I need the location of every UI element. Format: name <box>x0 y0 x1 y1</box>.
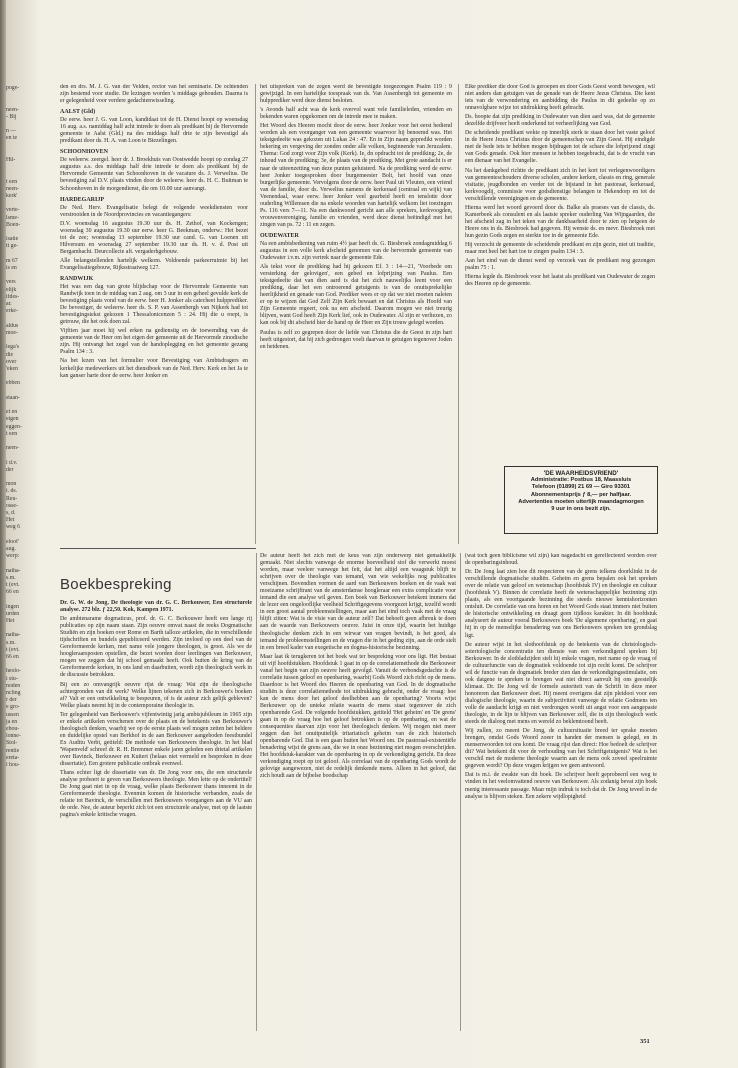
margin-fragment <box>6 452 46 459</box>
section-text-hardegarijp-dates: D.V. woensdag 16 augustus 19.30 uur ds. H. Zethof, van Kockengen; woensdag 30 augustus 19.30 uur eerw. heer G. Beekman, onderw.: Het bezet tot de zee; woensdag 13 september 19.30 uur cand. G. van Loenen uit Hilversum en woensdag 27 september 19.30 uur ds. H. v. d. Post uit Bergambacht. Deurcollecte aft. vergaderhgebouw. <box>60 220 248 255</box>
margin-fragment <box>6 272 46 279</box>
margin-fragment <box>6 596 46 603</box>
paragraph: Wij zullen, zo meent De Jong, de cultuursituatie breed ter sprake moeten brengen, omdat Gods Woord zoeer in handen der mensen is gelegd, en in mensenwoorden tot ons komt. De vraag rijst dan direct: Hoe bedoelt de schrijver dit? Wat betekent dit voor de verhouding van het Schriftgetuigenis? Wat is het verschil met de moderne theologie waarin aan de mens ook zoveel speelruimte gegeven wordt? Op deze vragen krijgen we geen antwoord. <box>465 728 657 770</box>
review-column-2 <box>260 553 456 1031</box>
margin-fragment: aug. <box>6 546 16 552</box>
section-text-schoonhoven: De weleerw. zeergel. heer dr. J. Broekhuis van Oostwedde hoopt op zondag 27 augustus a.s. des middags half drie intrede te doen als predikant bij de Hervormde Gemeente van Schoonhoven in de vacature ds. J. Verwelius. De bevestiging zal D.V. plaats vinden door de weleerw. heer ds. H. C. Buitman te Schoonhoven in de morgendienst, die om 10.00 uur aanvangt. <box>60 157 248 192</box>
margin-fragment: 66 en <box>6 654 19 661</box>
margin-fragment: noden <box>6 682 21 689</box>
margin-fragment: 'eken <box>6 365 18 372</box>
intro-paragraph: den en drs. M. J. G. van der Velden, rector van het seminarie. De ochtenden zijn bestemd voor studie. De lezingen worden 's middags gehouden. Daarna is er gelegenheid voor verdere gedachtenwisseling. <box>60 84 248 105</box>
margin-fragment: t. ds. <box>6 488 18 495</box>
margin-fragment <box>6 388 46 395</box>
margin-fragment <box>6 251 46 258</box>
margin-fragment <box>6 92 46 99</box>
margin-fragment <box>6 402 46 409</box>
margin-fragment <box>6 164 46 171</box>
paragraph: Bij een zo omvangrijk oeuvre rijst de vraag: Wat zijn de theologische achtergronden van dit werk? Welke lijnen tekenen zich in Berkouwer's boeken af? Valt er een ontwikkeling te bespeuren, of is de auteur zich gelijk gebleven? Welke plaats neemt hij in de contemporaine theologie in. <box>60 681 252 709</box>
paragraph: Aan het eind van de dienst werd op verzoek van de predikant nog gezongen psalm 75 : 1. <box>465 258 655 272</box>
margin-fragment: heolo- <box>6 668 21 675</box>
margin-fragment: t (evt. <box>6 646 20 653</box>
margin-fragment: natha- <box>6 567 21 574</box>
review-column-3 <box>465 553 657 1031</box>
margin-fragment: s, d. <box>6 509 16 516</box>
paragraph: De auteur wijst in het slothoofdstuk op de betekenis van de christologisch-soteriologische concentratie ten dienste van een verkondigend spreken bij Berkouwer. In de slotbladzijden stelt hij enkele vragen, met name op de vraag of de cultuurfunctie van de dogmatiek voldoende tot zijn recht komt. De schrijver wil de functie van de dogmatiek breder zien dan de verkondigingsstimulatie, om ook datgene te spreken te brengen wat niet direct aanvult bij ons geestelijk klimaat. Dr. De Jong wil de formele autoriteit van de Schrift in deze meer honoreren dan Berkouwer doet. Hij meent overigens dat zijn pleidooi voor een dialogische theologie, waarin de subjectiviteit vanwege de relatie Godmens ten volle de aandacht krijgt en niet verdrongen wordt uit angst voor een aangepaste theologie, in de lijn te blijven van Berkouwer zelf, die in zijn theologisch werk steeds de dialoog met mens en wereld zo beklemtoond heeft. <box>465 641 657 726</box>
margin-fragment: osse- <box>6 502 18 509</box>
margin-fragment: ebou- <box>6 726 20 733</box>
margin-fragment: ifdes- <box>6 293 20 300</box>
paragraph: Hierna legde ds. Biesbroek voor het laatst als predikant van Oudewater de zegen des Heeren op de gemeente. <box>465 274 655 288</box>
margin-fragment: ussen <box>6 711 19 718</box>
section-text-hardegarijp-welcome: Alle belangstellenden hartelijk welkom. Voldoende parkeerruimte bij het Evangelisatiegebouw, Rijksstraatweg 127. <box>60 257 248 271</box>
margin-fragment <box>6 661 46 668</box>
paragraph: Hierna werd het woord gevoerd door ds. Balke als praeses van de classis, ds. Kamerbeek als consulent en als laatste spreker ouderling Van Wijngaarden, die het afscheid zag in het teken van de dankbaarheid door te zien op hetgeen de Heere ons in ds. Biesbroek had gegeven. Hij wenste ds. en mevr. Biesbroek met hun gezin Gods zegen en sterkte toe in de gemeente Ede. <box>465 204 655 239</box>
margin-fragment <box>6 143 46 150</box>
paragraph: (wat toch geen biblicisme wil zijn) kan nagedacht en gereflecteerd worden over de openbaringsinhoud. <box>465 553 657 567</box>
margin-fragment: neen- <box>6 445 19 452</box>
margin-fragment: l d.v. <box>6 459 18 466</box>
margin-fragment: werp: <box>6 553 20 560</box>
margin-fragment: lonne- <box>6 733 21 740</box>
margin-fragment: r der <box>6 697 17 704</box>
review-column-1 <box>60 600 252 1040</box>
margin-fragment <box>6 337 46 344</box>
paragraph: Elke prediker die door God is geroepen en door Gods Geest wordt bewogen, wil niet anders dan getuigen van de genade van de Heere Jezus Christus. Die kent iets van de verwondering en aanbidding die Paulus in dit gedeelte op zo onnavolgbare wijze tot uitdrukking heeft gebracht. <box>465 84 655 112</box>
margin-fragment: aldus <box>6 322 19 329</box>
margin-fragment: Stol- <box>6 740 18 747</box>
margin-fragment: s.m. <box>6 574 16 581</box>
section-heading-randwijk: RANDWIJK <box>60 275 94 282</box>
margin-fragment <box>6 200 46 207</box>
margin-fragment <box>6 229 46 236</box>
paragraph: De scheidende predikant wekte op innerlijk sterk te staan door het vaste geloof in de Heere Jezus Christus door de gemeenschap van Zijn Geest. Hij eindigde met de bede iets te hebben mogen bijdragen tot de schare die lofprijzend zingt van Gods genade. Ook hier mensen te hebben toegebracht, dat is de vrucht van een dienaar van het Evangelie. <box>465 130 655 165</box>
ad-line: Abonnementsprijs ƒ 8,— per halfjaar. <box>530 491 632 498</box>
paragraph: Dat is m.i. de zwakte van dit boek. De schrijver heeft geprobeerd een weg te vinden in het veelomvattend oeuvre van Berkouwer. Als zodanig bevat zijn boek menig interessante passage. Maar mijn indruk is toch dat dr. De Jong teveel in de analyse is blijven steken. Een zekere wijdlopigheid <box>465 772 657 800</box>
section-text-randwijk-3: Na het lezen van het formulier voor Bevestiging van Ambtsdragers en kerkelijke medewerkers uit het dienstboek van de Ned. Herv. Kerk en het Ja te kan ganser harte door de eerw. heer Jonker en <box>60 358 248 379</box>
section-text-aalst: De eerw. heer J. G. van Loon, kandidaat tot de H. Dienst hoopt op woensdag 16 aug. a.s. namiddag half acht intrede te doen als predikant bij de Hervormde gemeente te Aalst (Gld.) na des middags half drie te zijn bevestigd als predikant door ds. H. A. van Loon te Biezelingen. <box>60 117 248 145</box>
margin-fragment: Boen- <box>6 221 21 228</box>
section-heading-oudewater: OUDEWATER <box>260 232 299 239</box>
margin-fragment: ingen <box>6 603 19 610</box>
margin-fragment: poge- <box>6 85 20 91</box>
margin-fragment: ja en <box>6 718 18 725</box>
margin-fragment <box>6 625 46 632</box>
margin-fragment: ebben <box>6 380 20 387</box>
margin-fragment <box>6 532 46 539</box>
margin-fragment: weg 6 <box>6 524 21 531</box>
margin-fragment <box>6 316 46 323</box>
paragraph: het uitspreken van de zegen werd de bevestigde toegezongen Psalm 119 : 9 gewijzigd. In een hartelijke toespraak van ds. Van Assenbergh tot gemeente en hulpprediker werd deze dienst besloten. <box>260 84 452 105</box>
paragraph: De ambtenarame dogmaticus, prof. dr. G. C. Berkouwer heeft een lange rij publicaties op zijn naam staan. Zijn oeuvre omvat naast de reeks Dogmatische Studiën en zijn boeken over Rome en Barth talloze artikelen, die in verschillende tijdschriften en bundels gepubliceerd werden. Zijn invloed op een deel van de Gereformeerde kerken, met name vele jongere theologen, is groot. Als we de hoogleraarsposten opstellen, die bezet worden door leerlingen van Berkouwer, mogen we zeggen dat hij school gemaakt heeft. Ook buiten de kring van de Gereformeerde kerken, in ons land en daarbuiten, wordt zijn theologisch werk in de discussie betrokken. <box>60 616 252 679</box>
page-number: 351 <box>640 1038 650 1045</box>
column-rule <box>460 553 461 1031</box>
margin-fragment: t een <box>6 178 18 185</box>
column-rule <box>256 553 257 1031</box>
paragraph: Dr. De Jong laat zien hoe dit respecteren van de grens telkens doorklinkt in de verschillende dogmatische studiën. Geheim en grens bepalen ook het spreken over de relatie van geloof en wetenschap (hoofdstuk IV) en theologie en cultuur (hoofdstuk V). Binnen de correlatie heeft de wetenschappelijke bezinning zijn plaats, als een voortgaande bezinning die steeds nieuwe kennishorizonten ontsluit. De correlatie van ons horen en het Woord Gods staat immers niet buiten de historische ontwikkeling en draagt geen tijdloos karakter. In dit hoofdstuk analyseert de auteur vooral Berkouwers boek 'De algemene openbaring', en gaat hij in op de menselijke benadering van ons Berkouwers spreken ten grondslag ligt. <box>465 569 657 639</box>
margin-fragment: moe- <box>6 329 18 336</box>
margin-fragment: n — <box>6 128 17 135</box>
margin-fragment: vers <box>6 279 16 286</box>
paragraph: Na een ambtsbediening van ruim 4½ jaar heeft ds. G. Biesbroek zondagmiddag 6 augustus in een volle kerk afscheid genomen van de hervormde gemeente van Oudewater i.v.m. zijn vertrek naar de gemeente Ede. <box>260 240 452 262</box>
margin-fragment <box>6 150 46 157</box>
ad-title: 'DE WAARHEIDSVRIEND' <box>543 470 619 477</box>
margin-fragment <box>6 474 46 481</box>
section-heading-hardegarijp: HARDEGARIJP <box>60 196 105 203</box>
ad-line: Administratie: Postbus 18, Maassluis <box>530 477 632 484</box>
margin-fragment: 66 en <box>6 589 19 596</box>
margin-fragment: isatie <box>6 236 19 243</box>
margin-fragment <box>6 560 46 567</box>
section-title-boekbespreking: Boekbespreking <box>60 576 172 593</box>
margin-fragment: kerk' <box>6 193 18 200</box>
column-3-top <box>465 84 655 459</box>
margin-fragment: over <box>6 358 17 365</box>
margin-fragment: t (evt. <box>6 582 20 589</box>
margin-fragment <box>6 121 46 128</box>
margin-fragment <box>6 438 46 445</box>
margin-fragment: erke- <box>6 308 18 315</box>
margin-fragment: ar. <box>6 301 12 308</box>
margin-fragment: eloof' <box>6 538 19 545</box>
margin-fragment: l hou- <box>6 762 20 769</box>
margin-fragment: Het <box>6 618 15 625</box>
paragraph: Paulus is zelf zo gegrepen door de liefde van Christus die de Geest in zijn hart heeft uitgestort, dat hij zich gedrongen voelt daarvan te getuigen tegenover Joden en heidenen. <box>260 329 452 350</box>
paragraph: Thans echter ligt de dissertatie van dr. De Jong voor ons, die een structurele analyse probeert te geven van Berkouwers theologie. Men lette op de ondertitel! De Jong gaat niet in op de vraag, welke plaats Berkouwer thans inneemt in de Gereformeerde theologie. Evenmin komen de historische verbanden, zoals de relatie tot Bavinck, de verschillen met Berkouwers voorgangers aan de VU aan de orde. Nee, de auteur beperkt zich tot een structurele analyse, met op de laatste pagina's enkele kritische vragen. <box>60 770 252 819</box>
paragraph: 's Avonds half acht was de kerk overvol want vele familieleden, vrienden en bekenden waren opgekomen om de intrede mee te maken. <box>260 107 452 121</box>
margin-fragment: Hil- <box>6 157 16 164</box>
margin-fragment: lega's <box>6 344 19 351</box>
paragraph: Ds. hoopte dat zijn prediking in Oudewater van dien aard was, dat de gemeente dezelfde drijfveer heeft onderkend tot verheerlijking van God. <box>465 114 655 128</box>
margin-fragment: der <box>6 466 14 473</box>
margin-fragment <box>6 373 46 380</box>
paragraph: Na het dankgebed richtte de predikant zich in het kort tot verlegenwoordigers van gemeenteschouders diverse scholen, andere kerken, classis en ring, generale visitatie, jeugdbonden en verder tot de bijstand in het pastoraat, kerkeraad, kerkvoogdij, commissie voor godsdienstige belangen te Hekendorp en tot de verschillende verenigingen en de gemeente. <box>465 167 655 202</box>
paragraph: Als tekst voor de prediking had hij gekozen Ef. 3 : 14—21, 'Voorbede om versterking der gelovigen', een gebed en lofprijzing van Paulus. Een tekstgedeelte dat van dien aard is dat het zich nauwelijks leent voor een prediking, daar het een ontroerend getuigenis is van de onuitsprekelijke heerlijkheid en genade van God. Prediker wees er op dat we niet moeten naleten er op te wijzen dat God Zelf Zijn Kerk bewaart en dat Christus als Hoofd van Zijn Gemeente regeert, ook na een afscheid. Daarom mogen we niet treurig blijven, want God heeft Zijn Kerk lief, ook in Oudewater. Al zijn er verliezen, zo kan ook bij dit afscheid hier de hand op de Heer en Zijn trouw gelegd worden. <box>260 264 452 327</box>
subscription-info-box <box>504 466 658 534</box>
column-2-top <box>260 84 452 544</box>
margin-fragment <box>6 99 46 106</box>
ad-line: Telefoon (01899) 21 69 — Giro 93301 <box>531 484 631 491</box>
paragraph: Maar laat ik terugkeren tot het boek wat ter bespreking voor ons ligt. Het bestaat uit vijf hoofdstukken. Hoofdstuk 1 gaat in op de correlatiemethode die Berkouwer vanaf het begin van zijn oeuvre heeft gevolgd. Vanuit de verbondsgedachte is de correlatie tussen geloof en openbaring, waarbij Gods Woord zich richt op de mens. Daardoor is het Woord des Heeren de openbaring van God. In de dogmatische studiën is deze correlatiemethode tot uitdrukking gebracht, onder de vraag: hoe kan de mens door het geloof deelhebben aan de openbaring? Voorts wijst Berkouwer op de unieke relatie waarin de mens staat tegenover de zich openbarende God. De volgende hoofdstukken, getiteld 'Het geheim' en 'De grens' gaan in op de vraag hoe het geloof betrokken is op de openbaring, en wat de consequenties daarvan zijn voor het theologisch denken. Wij mogen niet meer zeggen dan het onuitputtelijk tritariatisch geheim van de zich historisch openbarende God. Dat is een gaan buiten het Woord om. De pastoraal-existentiële benadering wijst de grens aan, die we in onze bezinning niet mogen overschrijden. Het hoofdstuk-karakter van de openbaring in op de verkondiging gericht. En deze verkondiging roept op tot geloof. Als correlaat van de openbaring Gods wordt de gelovige aangewezen, niet de redelijk denkende mens. Alleen in het geloof, dat zich houdt aan de bijbelse boodschap <box>260 653 456 780</box>
section-text-hardegarijp: De Ned. Herv. Evangelisatie belegt de volgende weekdiensten voor verstrooiden in de Noordprovincies en vacantiegangers: <box>60 204 248 218</box>
margin-fragment: is en <box>6 265 17 272</box>
margin-fragment: verte- <box>6 207 20 214</box>
margin-fragment: en te <box>6 135 18 142</box>
margin-fragment: staan- <box>6 394 20 401</box>
paragraph: De auteur heeft het zich met de keus van zijn onderwerp niet gemakkelijk gemaakt. Niet slechts vanwege de enorme hoeveelheid stof die verwerkt moest worden, maar veeleer vanwege het feit, dat het altijd een waagstuk blijft te schrijven over de theologie van iemand, van wie wekelijks nog publicaties verschijnen. Bovendien vormen de aard van Berkouwers boeken en de vaak wat moeizame schrijftrant van de amsterdamse hoogleraar een extra complicatie voor iemand die een analyse wil geven. Een boek van Berkouwer betekent immers dat de lezer een ongelooflijke veelheid Schriftgegevens voorgezet krijgt, tezelfd wordt in een groot aantal probleemstellingen, maar aan het eind toch vaak met de vraag blijft zitten: Wat is de visie van de auteur zelf? Dat behoeft geen afbreuk te doen aan de waarde van Berkouwers oeuvre. Juist in onze tijd, waarin het huidige theologische denken zich in een wirwar van vragen bevindt, is het goed, als iemand de probleemstellingen en de vragen die in het geding zijn, aan de orde stelt in een breed kader van exegetische en dogma-historische bezinning. <box>260 553 456 651</box>
margin-fragment: neen- <box>6 106 19 113</box>
column-1-top <box>60 84 248 382</box>
margin-fragment: mon <box>6 481 17 488</box>
margin-fragment <box>6 171 46 178</box>
margin-fragment: elijk <box>6 286 17 293</box>
section-heading-aalst: AALST (Gld) <box>60 109 96 116</box>
paragraph: Hij verzocht de gemeente de scheidende predikant en zijn gezin, niet uit traditie, maar met heel het hart toe te zingen psalm 134 : 3. <box>465 241 655 256</box>
margin-fragment: m 67 <box>6 257 18 264</box>
paragraph: Het Woord des Heeren mocht door de eerw. heer Jonker voor het eerst bediend worden als een voorganger van een gemeente waarvoor hij benoemd was. Het tekstgedeelte was gekozen uit Lukas 24 : 47. En in Zijn naam gepredikt worden bekering en vergeving der zonden onder alle volken, beginnende van Jeruzalem. Thema: God zorgt voor Zijn volk (Kerk). Ie, dn opdracht tot de prediking; 2e, de inhoud van de prediking; 3e, de plaats van de prediking. Met grote aandacht is er naar de uiteenzetting van deze punten geluisterd. Na de prediking werd de eerw. heer Jonker toegesproken door burgemeester Bolt, het hoofd van onze burgerlijke gemeente. Vervolgens door de eerw. heer Paul uit Vleuten, een vriend van de familie, door ds. Verwelius namens de kerkeraad (centraal en wijk) van Veenendaal, waar eerw. heer Jonker veel gearbeid heeft en tenslotte door ouderling Willemsen die na enkele woorden van hartelijk welkom liet toezingen Ps. 116 vers 7—11. Na een dankwoord gericht aan alle sprekers, kerkvoogden, vrouwenvereniging, familie en vrienden, werd deze dienst beëindigd met het zingen van ps. 72 : 11 en zegen. <box>260 123 452 228</box>
margin-fragment: die <box>6 351 14 358</box>
margin-fragment: Het <box>6 517 15 524</box>
column-rule <box>255 84 256 544</box>
margin-fragment: neen- <box>6 185 19 192</box>
book-citation: Dr. G. W. de Jong, De theologie van dr. G. C. Berkouwer, Een structurele analyse. 272 blz. ƒ 22,50. Kok, Kampen 1971. <box>60 600 252 614</box>
margin-fragment: t een <box>6 430 18 437</box>
margin-fragment: ncling <box>6 690 21 697</box>
margin-fragment: natha- <box>6 632 21 639</box>
section-text-randwijk-2: Vijftien jaar moet hij wel erken na gedienstig en de toewending van de gemeente van de Heer om het eigen der gemeente uit de Hervormde zinodische zijn. Hij ontvangt het zegel van de handoplegging en het gemeente gezang Psalm 134 : 3. <box>60 328 248 356</box>
section-divider <box>60 548 256 549</box>
margin-fragment: et en <box>6 409 18 416</box>
ad-line: 9 uur in ons bezit zijn. <box>551 506 611 513</box>
margin-fragment: eigen <box>6 416 19 423</box>
margin-fragment: tt ge- <box>6 243 19 250</box>
margin-fragment: rentie <box>6 747 20 754</box>
margin-fragment: s.m. <box>6 639 16 646</box>
margin-fragment: Reu- <box>6 495 18 502</box>
margin-fragment: - Bij <box>6 113 17 120</box>
margin-fragment: t stu- <box>6 675 18 682</box>
section-heading-schoonhoven: SCHOONHOVEN <box>60 149 109 156</box>
margin-fragment: urden <box>6 610 20 617</box>
previous-page-margin-fragments <box>6 85 46 769</box>
margin-fragment: lsme- <box>6 214 19 221</box>
margin-fragment: eggen- <box>6 423 22 430</box>
margin-fragment: ereta- <box>6 754 20 761</box>
column-rule <box>458 84 459 544</box>
section-text-randwijk: Het was een dag van grote blijdschap voor de Hervormde Gemeente van Randwijk toen in de middag van 2 aug. om 3 uur in een geheel gevulde kerk de bevestiging plaats vond van de eerw. heer H. Jonker als catecheet hulpprediker. De bevestiger, de weleerw. heer ds. S. P. van Assenbergh van Nijkerk had tot bevestigingstekst gekozen 1 Thessalonicenzen 5 : 24. Hij die u roept, is getrouw, die het ook doen zal. <box>60 283 248 326</box>
paragraph: Ter gelegenheid van Berkouwer's vijfentwintig jarig ambtsjubileum in 1965 zijn er enkele artikelen verschenen over de plaats en de betekenis van Berkouwer's theologisch denken, waarbij we op de eerste plaats wel mogen zetten het heldere en duidelijke opstel van Berkhof in de aan Berkouwer aangeboden feestbundel Ex Auditu Verbi, getiteld: De methode van Berkouwers theologie. In het blad 'Wapenveld' schreef dr. R. H. Bremmer enkele jaren geleden een drietal artikelen over Bavinck, Berkouwer en Kuitert (helaas niet vermeld en besproken in deze dissertatie). Een grotere publicatie ontbrak evenwel. <box>60 711 252 768</box>
ad-line: Advertenties moeten uiterlijk maandagmorgen <box>518 498 644 505</box>
margin-fragment: e gro- <box>6 704 20 711</box>
